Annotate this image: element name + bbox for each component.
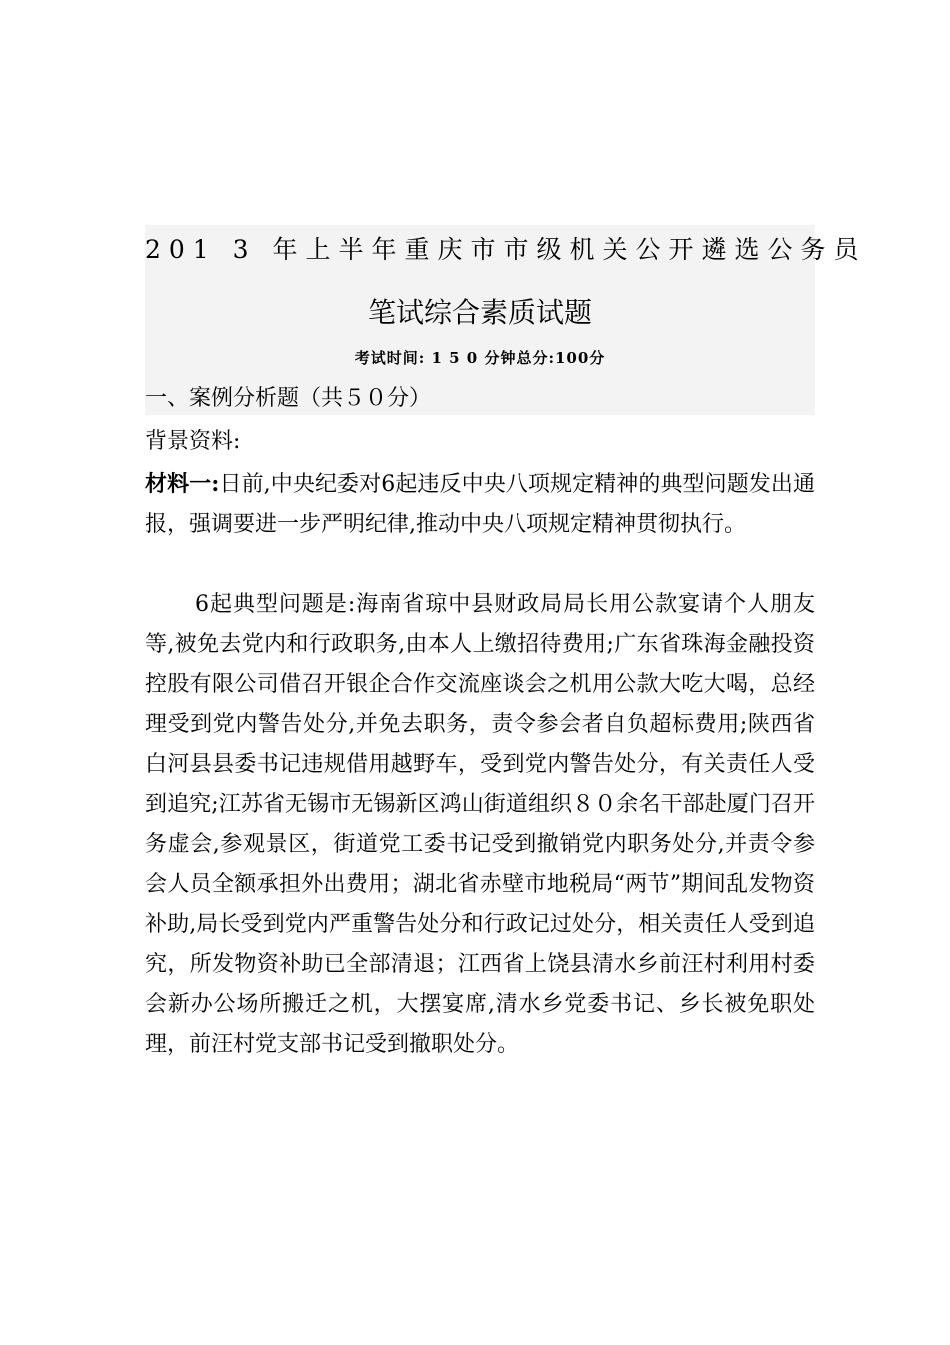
exam-info: 考试时间: 1 5 0 分钟总分:100分 bbox=[354, 349, 606, 367]
material1-label: 材料一: bbox=[145, 471, 220, 497]
material1-paragraph bbox=[145, 464, 815, 545]
document-title-line2: 笔试综合素质试题 bbox=[367, 296, 592, 329]
material1-text: 日前,中央纪委对6起违反中央八项规定精神的典型问题发出通报，强调要进一步严明纪律,推动中央八项规定精神贯彻执行。 bbox=[145, 472, 815, 537]
section-heading: 一、案例分析题（共５０分） bbox=[145, 386, 432, 411]
background-label: 背景资料: bbox=[145, 429, 241, 454]
cases-paragraph: 6起典型问题是:海南省琼中县财政局局长用公款宴请个人朋友等,被免去党内和行政职务,由本人上缴招待费用;广东省珠海金融投资控股有限公司借召开银企合作交流座谈会之机用公款大吃大喝，总经理受到党内警告处分,并免去职务，责令参会者自负超标费用;陕西省白河县县委书记违规借用越野车，受到党内警告处分，有关责任人受到追究;江苏省无锡市无锡新区鸿山街道组织８０余名干部赴厦门召开务虚会,参观景区，街道党工委书记受到撤销党内职务处分,并责令参会人员全额承担外出费用；湖北省赤壁市地税局“两节”期间乱发物资补助,局长受到党内严重警告处分和行政记过处分，相关责任人受到追究，所发物资补助已全部清退；江西省上饶县清水乡前汪村利用村委会新办公场所搬迁之机，大摆宴席,清水乡党委书记、乡长被免职处理，前汪村党支部书记受到撤职处分。 bbox=[145, 592, 815, 1057]
document-title-line1: 201 3 年上半年重庆市市级机关公开遴选公务员 bbox=[145, 235, 867, 264]
